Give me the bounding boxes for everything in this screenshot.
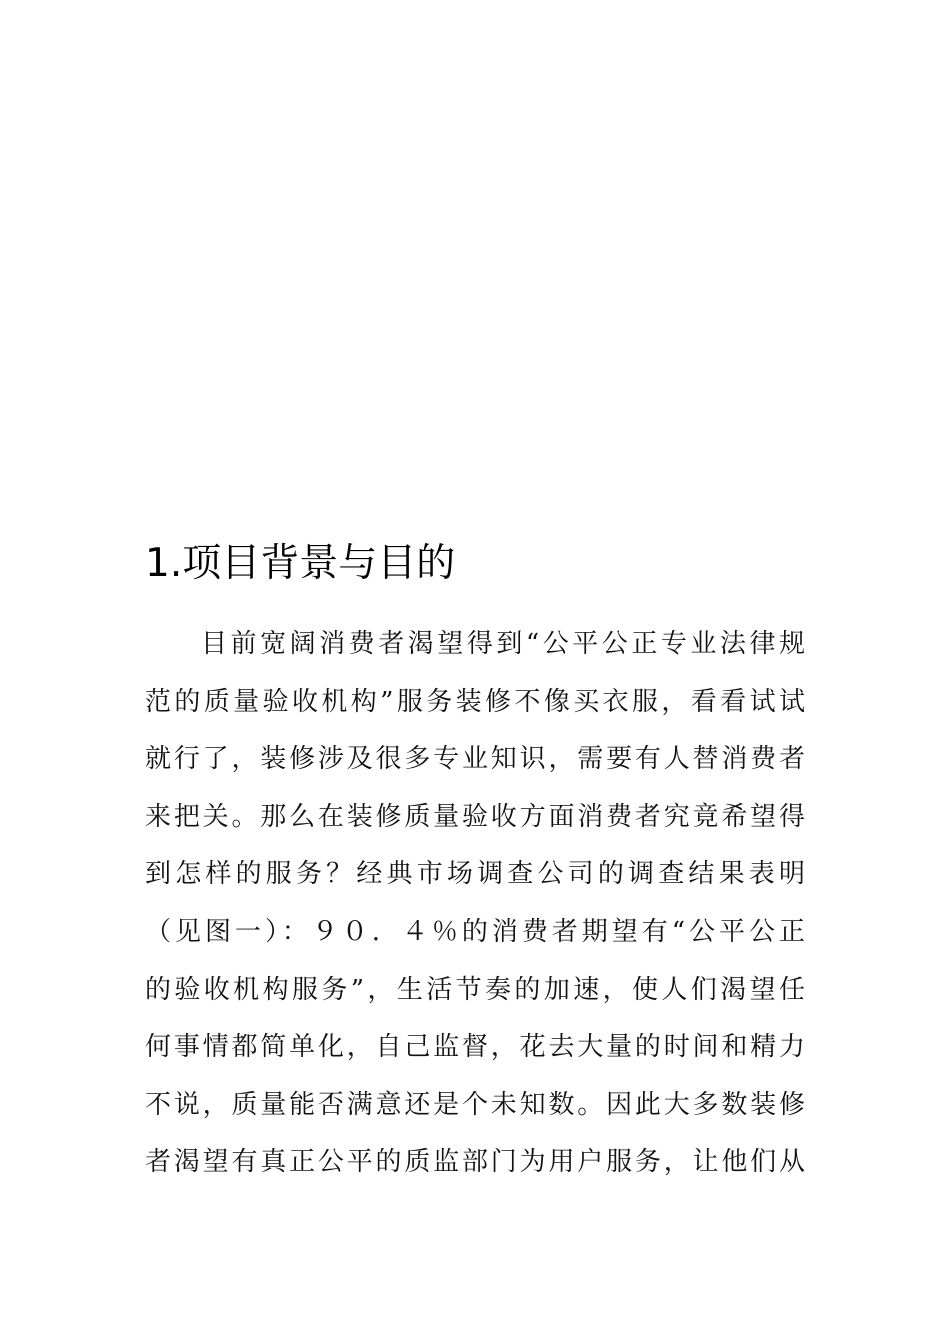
paragraph-line: 就行了，装修涉及很多专业知识，需要有人替消费者 (145, 744, 805, 775)
paragraph-line: 何事情都简单化，自己监督，花去大量的时间和精力 (145, 1032, 805, 1063)
paragraph-line: （见图一）：９０．４％的消费者期望有“公平公正 (145, 916, 805, 947)
paragraph-line: 目前宽阔消费者渴望得到“公平公正专业法律规 (201, 629, 805, 659)
body-paragraph (145, 616, 805, 1192)
paragraph-line: 范的质量验收机构”服务装修不像买衣服，看看试试 (145, 686, 805, 717)
section-heading: 1.项目背景与目的 (145, 541, 456, 586)
paragraph-line: 到怎样的服务？经典市场调查公司的调查结果表明 (145, 859, 805, 890)
paragraph-line: 不说，质量能否满意还是个未知数。因此大多数装修 (145, 1089, 805, 1120)
paragraph-line: 来把关。那么在装修质量验收方面消费者究竟希望得 (145, 801, 805, 832)
paragraph-line: 者渴望有真正公平的质监部门为用户服务，让他们从 (145, 1147, 805, 1178)
paragraph-line: 的验收机构服务”，生活节奏的加速，使人们渴望任 (145, 974, 805, 1005)
